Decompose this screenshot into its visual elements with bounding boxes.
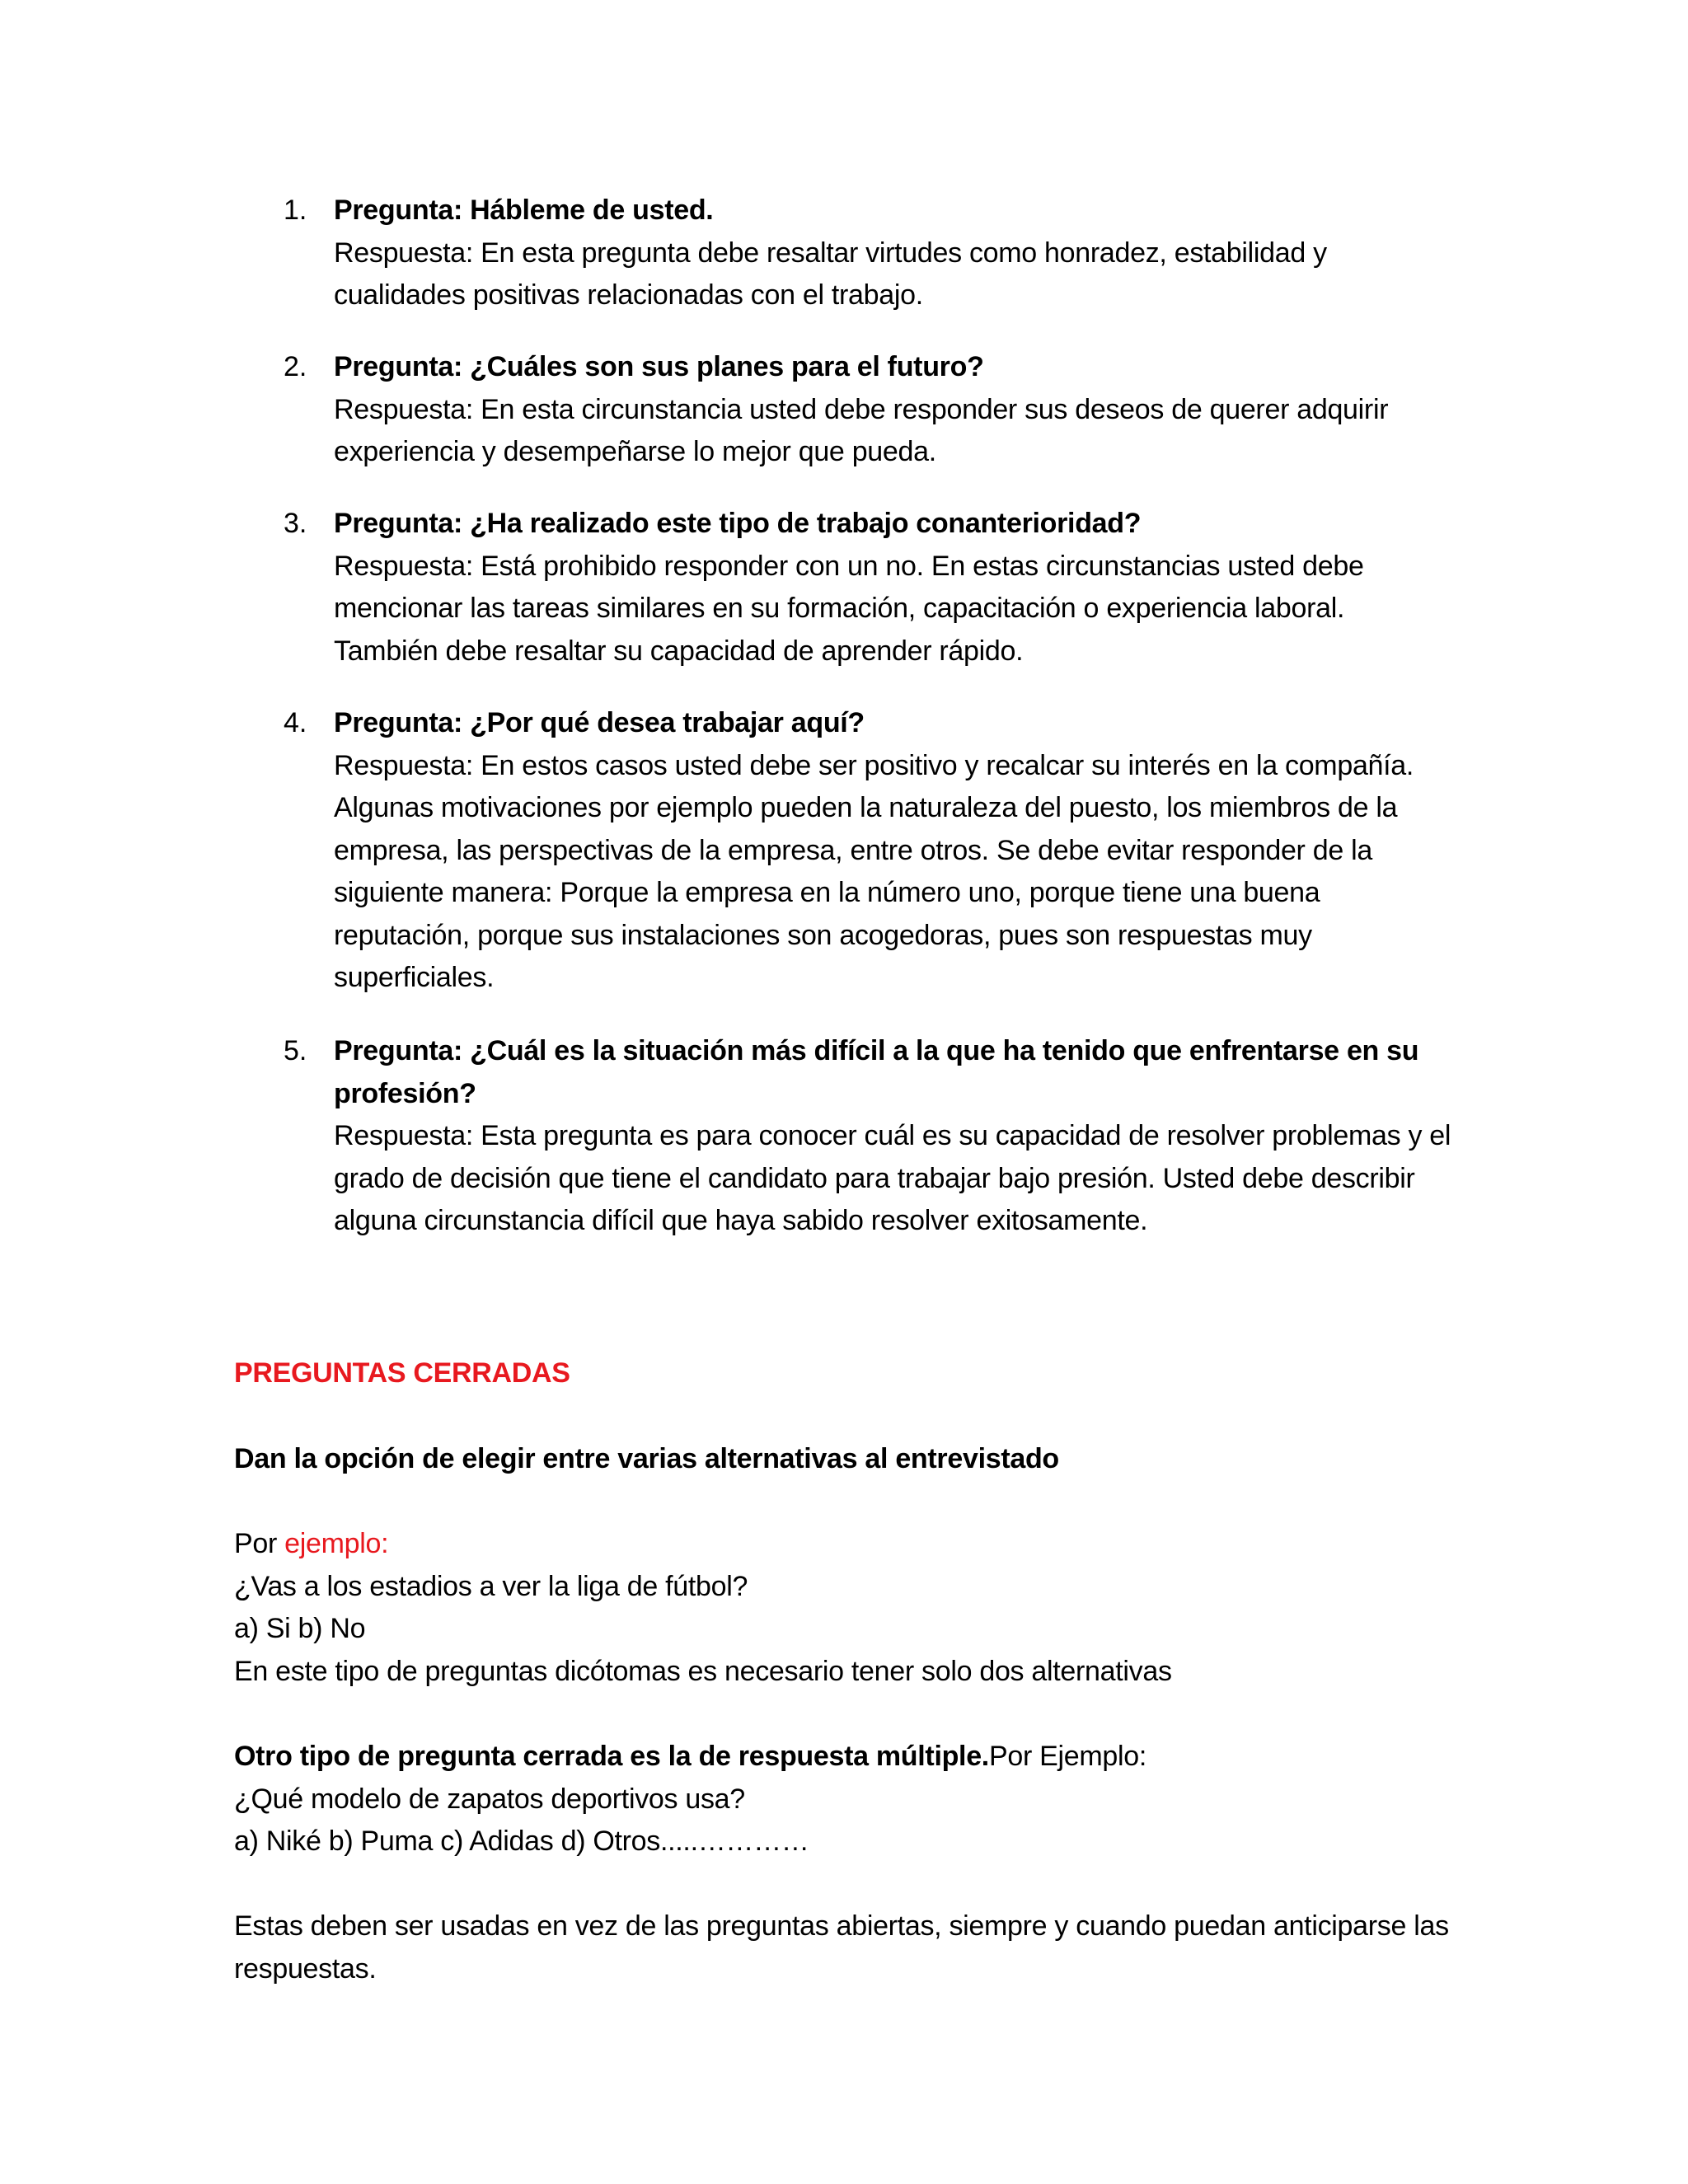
question-text: Pregunta: Hábleme de usted. — [334, 194, 714, 226]
question-text: Pregunta: ¿Ha realizado este tipo de trabajo conanterioridad? — [334, 508, 1142, 539]
answer-text: Respuesta: En esta pregunta debe resaltar virtudes como honradez, estabilidad y cualidades positivas relacionadas con el trabajo. — [334, 237, 1327, 311]
item-body — [334, 190, 1455, 317]
item-number: 1. — [284, 194, 307, 226]
example-question: ¿Vas a los estadios a ver la liga de fútbol? — [234, 1570, 748, 1602]
question-text: Pregunta: ¿Por qué desea trabajar aquí? — [334, 707, 865, 738]
item-number: 5. — [284, 1035, 307, 1066]
section-intro: Dan la opción de elegir entre varias alternativas al entrevistado — [234, 1443, 1059, 1474]
example-note: En este tipo de preguntas dicótomas es necesario tener solo dos alternativas — [234, 1655, 1172, 1687]
answer-text: Respuesta: Está prohibido responder con un no. En estas circunstancias usted debe mencionar las tareas similares en su formación, capacitación o experiencia laboral. También debe resaltar su capacidad de aprender rápido. — [334, 550, 1364, 667]
section-heading-block — [234, 1352, 1470, 1395]
item-body — [334, 1030, 1455, 1243]
closing-paragraph-block — [234, 1905, 1454, 1990]
example-label — [234, 1523, 1470, 1566]
multiple-bold-text: Otro tipo de pregunta cerrada es la de respuesta múltiple. — [234, 1741, 989, 1772]
section-intro-block — [234, 1438, 1470, 1481]
item-number: 2. — [284, 351, 307, 382]
item-body — [334, 503, 1455, 673]
dichotomous-example — [234, 1523, 1470, 1693]
item-body — [334, 346, 1455, 474]
multiple-options: a) Niké b) Puma c) Adidas d) Otros.....………… — [234, 1825, 809, 1857]
answer-text: Respuesta: Esta pregunta es para conocer cuál es su capacidad de resolver problemas y el grado de decisión que tiene el candidato para trabajar bajo presión. Usted debe describir alguna circunstancia difícil que haya sabido resolver exitosamente. — [334, 1120, 1451, 1236]
multiple-choice-example — [234, 1736, 1470, 1863]
question-text: Pregunta: ¿Cuál es la situación más difícil a la que ha tenido que enfrentarse en su profesión? — [334, 1035, 1419, 1109]
item-number: 3. — [284, 508, 307, 539]
item-body — [334, 702, 1455, 1000]
answer-text: Respuesta: En estos casos usted debe ser positivo y recalcar su interés en la compañía. Algunas motivaciones por ejemplo pueden la naturaleza del puesto, los miembros de la empresa, las perspectivas de la empresa, entre otros. Se debe evitar responder de la siguiente manera: Porque la empresa en la número uno, porque tiene una buena reputación, porque sus instalaciones son acogedoras, pues son respuestas muy superficiales. — [334, 749, 1414, 993]
example-word: ejemplo: — [284, 1528, 389, 1559]
answer-text: Respuesta: En esta circunstancia usted debe responder sus deseos de querer adquirir experiencia y desempeñarse lo mejor que pueda. — [334, 393, 1389, 467]
item-number: 4. — [284, 707, 307, 738]
multiple-rest-text: Por Ejemplo: — [988, 1741, 1147, 1772]
multiple-question: ¿Qué modelo de zapatos deportivos usa? — [234, 1783, 745, 1815]
example-prefix: Por — [234, 1528, 285, 1559]
closing-paragraph: Estas deben ser usadas en vez de las preguntas abiertas, siempre y cuando puedan anticiparse las respuestas. — [234, 1910, 1449, 1985]
section-heading: PREGUNTAS CERRADAS — [234, 1357, 570, 1389]
multiple-intro — [234, 1736, 1470, 1779]
question-text: Pregunta: ¿Cuáles son sus planes para el futuro? — [334, 351, 984, 382]
example-options: a) Si b) No — [234, 1613, 366, 1644]
